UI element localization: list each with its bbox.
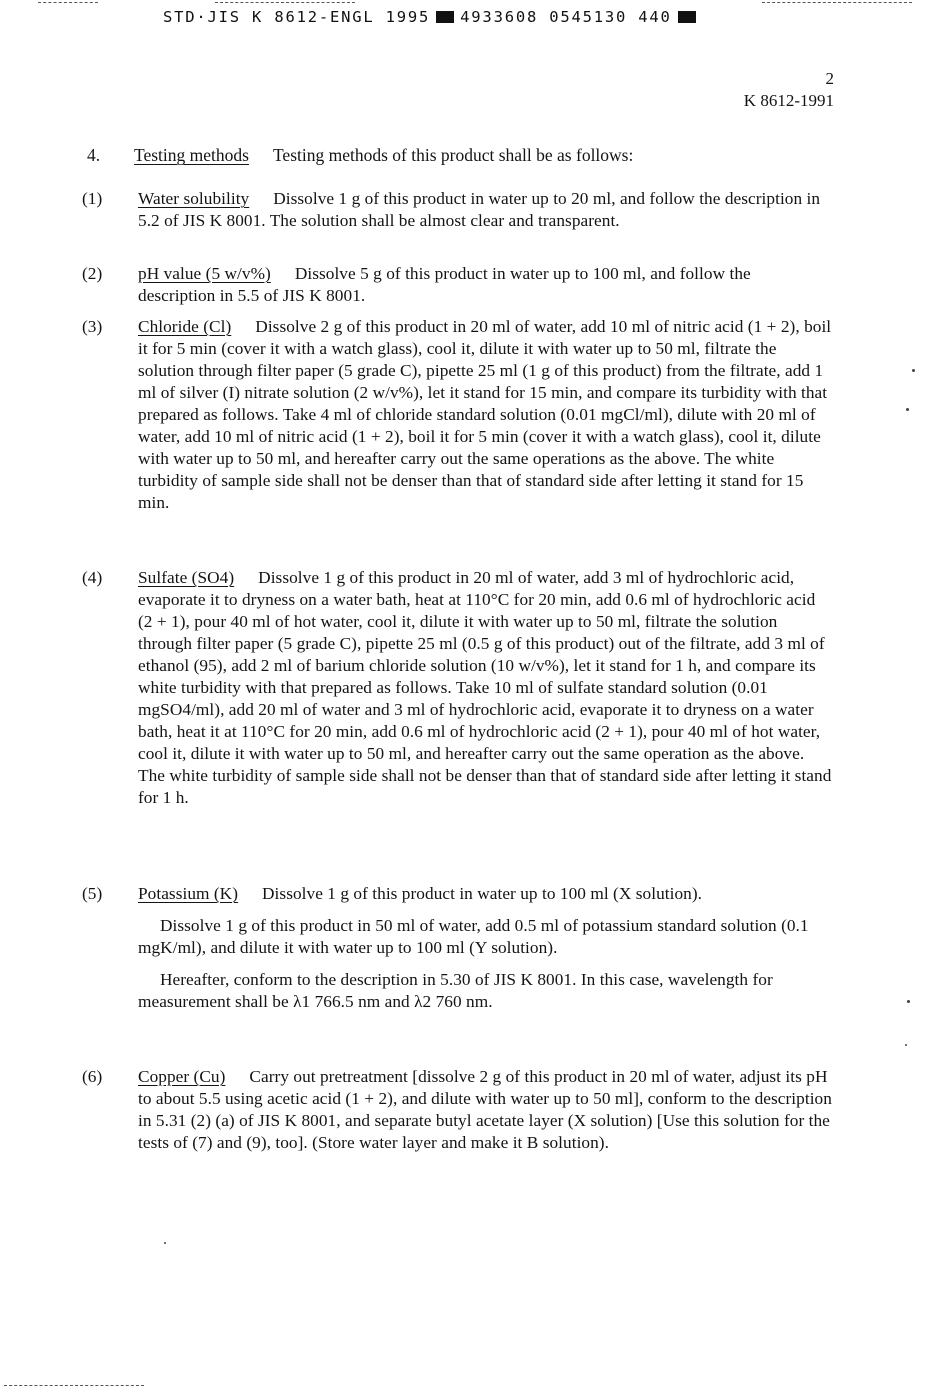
scan-speck [912, 369, 915, 372]
item-number: (6) [82, 1067, 103, 1086]
item-title: Copper (Cu) [138, 1067, 226, 1086]
section-number: 4. [87, 145, 101, 165]
item-text: Carry out pretreatment [dissolve 2 g of this product in 20 ml of water, adjust its pH to about 5.5 using acetic acid (1 + 2), and dilute with water up to 50 ml], conform to the description in 5.31 (2) (a) of JIS K 8001, and separate butyl acetate layer (X solution) [Use this solution for the tests of (7) and (9), too]. (Store water layer and make it B solution). [138, 1067, 832, 1152]
test-item [82, 1066, 832, 1154]
scan-speck [906, 408, 909, 411]
item-number: (4) [82, 568, 103, 587]
item-title: pH value (5 w/v%) [138, 264, 271, 283]
test-item [82, 188, 832, 232]
item-number: (5) [82, 884, 103, 903]
scan-edge-rule [762, 2, 912, 3]
item-number: (3) [82, 317, 103, 336]
item-title: Chloride (Cl) [138, 317, 232, 336]
standard-id: STD·JIS K 8612-ENGL 1995 [163, 8, 431, 26]
black-block-mark [678, 11, 696, 23]
document-code: K 8612-1991 [743, 91, 834, 110]
item-title: Water solubility [138, 189, 250, 208]
item-number: (2) [82, 264, 103, 283]
item-title: Potassium (K) [138, 884, 239, 903]
item-paragraph: Dissolve 1 g of this product in 50 ml of water, add 0.5 ml of potassium standard solution (0.1 mgK/ml), and dilute it with water up to 100 ml (Y solution). [138, 916, 809, 957]
black-block-mark [436, 11, 454, 23]
scan-edge-rule [4, 1385, 144, 1386]
item-text: Dissolve 2 g of this product in 20 ml of water, add 10 ml of nitric acid (1 + 2), boil it for 5 min (cover it with a watch glass), cool it, dilute it with water up to 50 ml, filtrate the solution through filter paper (5 grade C), pipette 25 ml (1 g of this product) from the filtrate, add 1 ml of silver (I) nitrate solution (2 w/v%), let it stand for 15 min, and compare its turbidity with that prepared as follows. Take 4 ml of chloride standard solution (0.01 mgCl/ml), dilute with 20 ml of water, add 10 ml of nitric acid (1 + 2), boil it for 5 min (cover it with a watch glass), cool it, dilute with water up to 50 ml, and hereafter carry out the same operations as the above. The white turbidity of sample side shall not be denser than that of standard side after letting it stand for 15 min. [138, 317, 832, 512]
section-intro: Testing methods of this product shall be as follows: [272, 145, 634, 165]
item-number: (1) [82, 189, 103, 208]
standard-header [163, 8, 702, 26]
section-heading [87, 144, 807, 166]
item-text: Dissolve 1 g of this product in 20 ml of water, add 3 ml of hydrochloric acid, evaporate it to dryness on a water bath, heat at 110°C for 20 min, add 0.6 ml of hydrochloric acid (2 + 1), pour 40 ml of hot water, cool it, dilute it with water up to 50 ml, filtrate the solution through filter paper (5 grade C), pipette 25 ml (0.5 g of this product) out of the filtrate, add 3 ml of ethanol (95), add 2 ml of barium chloride solution (10 w/v%), let it stand for 1 h, and compare its white turbidity with that prepared as follows. Take 10 ml of sulfate standard solution (0.01 mgSO4/ml), add 20 ml of water and 3 ml of hydrochloric acid, evaporate it to dryness on a water bath, heat it at 110°C for 20 min, add 0.6 ml of hydrochloric acid (2 + 1), pour 40 ml of hot water, cool it, dilute it with water up to 50 ml, and hereafter carry out the same operation as the above. The white turbidity of sample side shall not be denser than that of standard side after letting it stand for 1 h. [138, 568, 832, 807]
test-item [82, 316, 832, 514]
item-text: Dissolve 1 g of this product in water up to 100 ml (X solution). [262, 884, 703, 903]
barcode-number: 4933608 0545130 440 [460, 8, 672, 26]
scan-speck [164, 1242, 166, 1244]
test-item [82, 567, 832, 809]
item-text: Dissolve 5 g of this product in water up to 100 ml, and follow the description in 5.5 of JIS K 8001. [138, 264, 751, 305]
scan-speck [905, 1044, 907, 1046]
scan-edge-rule [215, 2, 355, 3]
scan-speck [907, 1000, 910, 1003]
item-paragraph: Hereafter, conform to the description in 5.30 of JIS K 8001. In this case, wavelength for measurement shall be λ1 766.5 nm and λ2 760 nm. [138, 970, 773, 1011]
scan-edge-rule [38, 2, 98, 3]
item-title: Sulfate (SO4) [138, 568, 235, 587]
item-text: Dissolve 1 g of this product in water up to 20 ml, and follow the description in 5.2 of JIS K 8001. The solution shall be almost clear and transparent. [138, 189, 821, 230]
page-number: 2 [825, 69, 834, 88]
test-item [82, 883, 832, 1013]
section-title: Testing methods [134, 145, 249, 165]
test-item [82, 263, 832, 307]
